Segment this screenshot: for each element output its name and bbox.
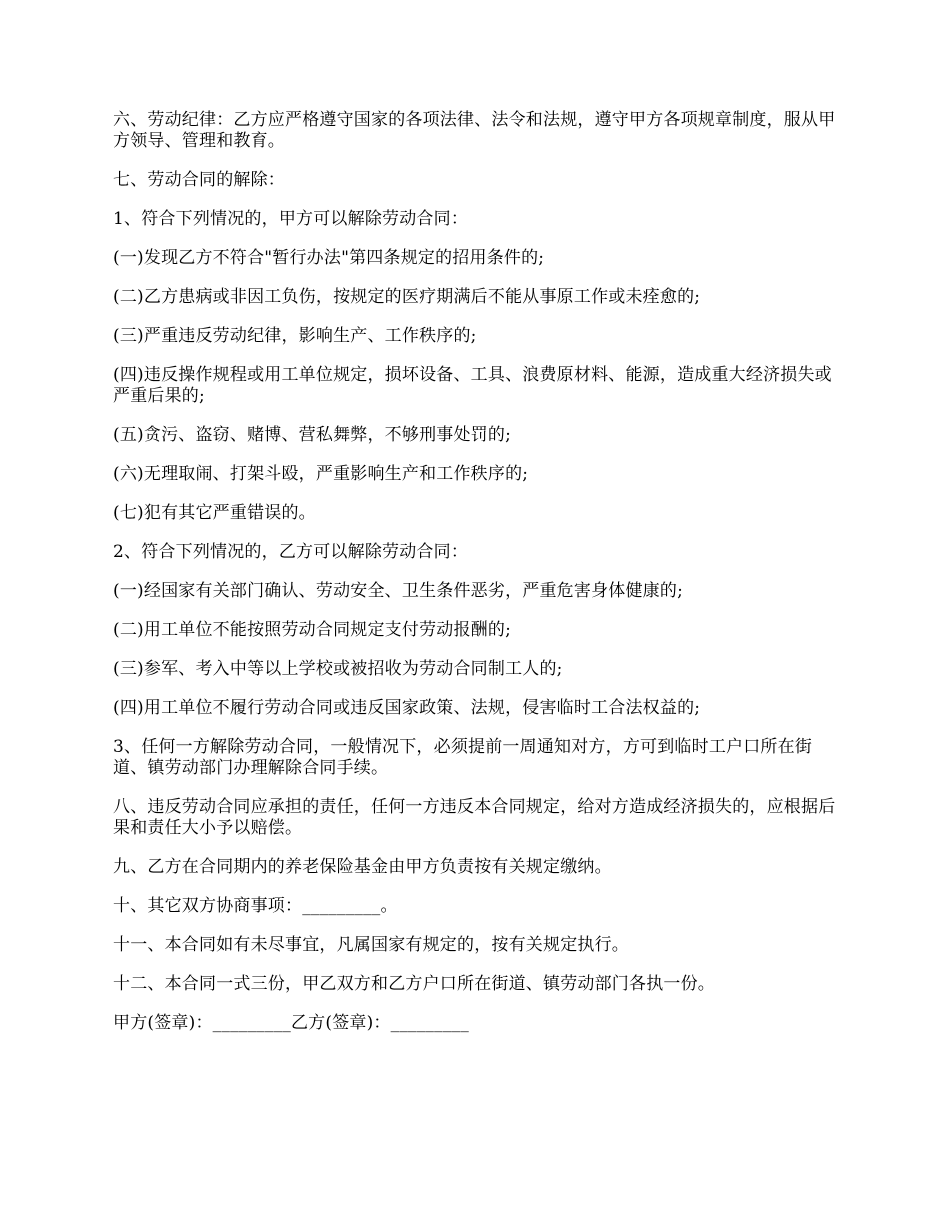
clause-ten-other-matters: 十、其它双方协商事项：_________。 [113, 896, 398, 916]
party-b-item-1: (一)经国家有关部门确认、劳动安全、卫生条件恶劣，严重危害身体健康的; [113, 581, 683, 601]
clause-eight-liability: 八、违反劳动合同应承担的责任，任何一方违反本合同规定，给对方造成经济损失的，应根据后果和责任大小予以赔偿。 [113, 797, 836, 838]
clause-seven-termination-heading: 七、劳动合同的解除： [113, 170, 285, 190]
termination-by-party-a-heading: 1、符合下列情况的，甲方可以解除劳动合同： [113, 209, 469, 229]
party-a-item-1: (一)发现乙方不符合"暂行办法"第四条规定的招用条件的; [113, 248, 545, 268]
party-a-item-2: (二)乙方患病或非因工负伤，按规定的医疗期满后不能从事原工作或未痊愈的; [113, 287, 701, 307]
signature-line: 甲方(签章)：_________乙方(签章)：_________ [113, 1013, 469, 1033]
party-b-item-2: (二)用工单位不能按照劳动合同规定支付劳动报酬的; [113, 620, 511, 640]
party-a-item-4: (四)违反操作规程或用工单位规定，损坏设备、工具、浪费原材料、能源，造成重大经济损失或严重后果的; [113, 365, 832, 406]
clause-eleven-unresolved-matters: 十一、本合同如有未尽事宜，凡属国家有规定的，按有关规定执行。 [113, 935, 629, 955]
clause-nine-pension: 九、乙方在合同期内的养老保险基金由甲方负责按有关规定缴纳。 [113, 857, 612, 877]
party-a-item-7: (七)犯有其它严重错误的。 [113, 503, 316, 523]
clause-twelve-copies: 十二、本合同一式三份，甲乙双方和乙方户口所在街道、镇劳动部门各执一份。 [113, 974, 715, 994]
document-page [113, 110, 843, 1052]
clause-six-labor-discipline: 六、劳动纪律：乙方应严格遵守国家的各项法律、法令和法规，遵守甲方各项规章制度，服从甲方领导、管理和教育。 [113, 110, 836, 151]
party-b-item-3: (三)参军、考入中等以上学校或被招收为劳动合同制工人的; [113, 659, 563, 679]
party-a-item-3: (三)严重违反劳动纪律，影响生产、工作秩序的; [113, 326, 477, 346]
party-b-item-4: (四)用工单位不履行劳动合同或违反国家政策、法规，侵害临时工合法权益的; [113, 698, 701, 718]
termination-by-party-b-heading: 2、符合下列情况的，乙方可以解除劳动合同： [113, 542, 469, 562]
party-a-item-6: (六)无理取闹、打架斗殴，严重影响生产和工作秩序的; [113, 464, 529, 484]
party-a-item-5: (五)贪污、盗窃、赌博、营私舞弊，不够刑事处罚的; [113, 425, 511, 445]
termination-notice-clause: 3、任何一方解除劳动合同，一般情况下，必须提前一周通知对方，方可到临时工户口所在街道、镇劳动部门办理解除合同手续。 [113, 737, 813, 778]
